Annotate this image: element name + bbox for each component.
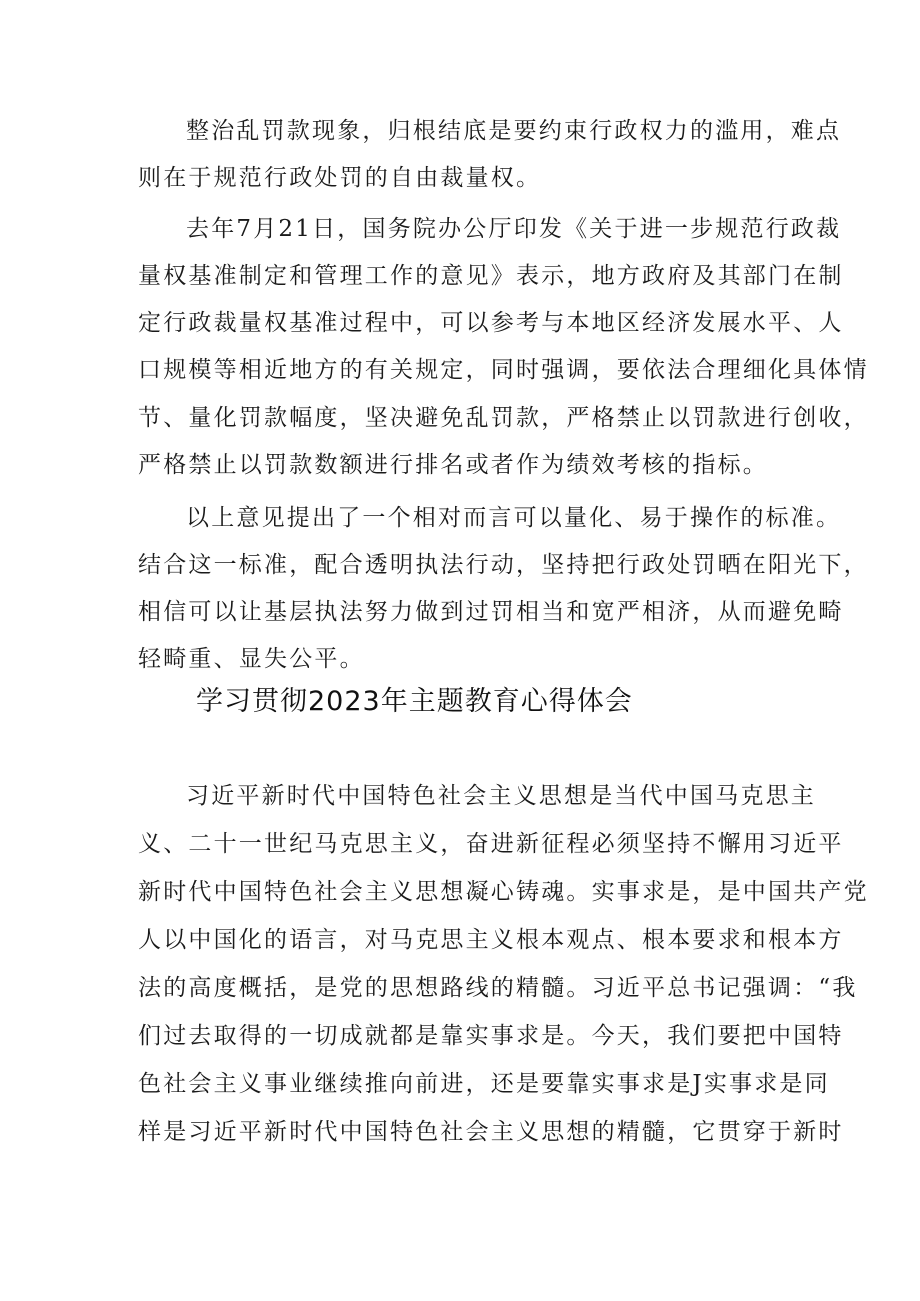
text-line: 节、量化罚款幅度，坚决避免乱罚款，严格禁止以罚款进行创收，	[138, 405, 869, 431]
text-line: 人以中国化的语言，对马克思主义根本观点、根本要求和根本方	[138, 927, 844, 953]
text-line: 定行政裁量权基准过程中，可以参考与本地区经济发展水平、人	[138, 310, 844, 336]
text-line: 样是习近平新时代中国特色社会主义思想的精髓，它贯穿于新时	[138, 1119, 844, 1145]
text-line: 则在于规范行政处罚的自由裁量权。	[138, 165, 542, 191]
text-line: 严格禁止以罚款数额进行排名或者作为绩效考核的指标。	[138, 452, 768, 478]
text-line: 义、二十一世纪马克思主义，奋进新征程必须坚持不懈用习近平	[138, 831, 844, 857]
text-line: 们过去取得的一切成就都是靠实事求是。今天，我们要把中国特	[138, 1023, 844, 1049]
text-line: 习近平新时代中国特色社会主义思想是当代中国马克思主	[186, 783, 816, 809]
text-line: 轻畸重、显失公平。	[138, 646, 365, 672]
text-line: 法的高度概括，是党的思想路线的精髓。习近平总书记强调：“我	[138, 975, 858, 1001]
text-line: 结合这一标准，配合透明执法行动，坚持把行政处罚晒在阳光下，	[138, 552, 869, 578]
text-line: 相信可以让基层执法努力做到过罚相当和宽严相济，从而避免畸	[138, 599, 844, 625]
section-title: 学习贯彻2023年主题教育心得体会	[196, 686, 633, 717]
text-line: 量权基准制定和管理工作的意见》表示，地方政府及其部门在制	[138, 263, 844, 289]
text-line: 整治乱罚款现象，归根结底是要约束行政权力的滥用，难点	[186, 118, 842, 144]
text-line: 以上意见提出了一个相对而言可以量化、易于操作的标准。	[186, 505, 842, 531]
text-line: 去年7月21日，国务院办公厅印发《关于进一步规范行政裁	[186, 216, 842, 242]
text-line: 口规模等相近地方的有关规定，同时强调，要依法合理细化具体情	[138, 357, 869, 383]
text-line: 新时代中国特色社会主义思想凝心铸魂。实事求是，是中国共产党	[138, 879, 869, 905]
text-line: 色社会主义事业继续推向前进，还是要靠实事求是J实事求是同	[138, 1071, 830, 1097]
